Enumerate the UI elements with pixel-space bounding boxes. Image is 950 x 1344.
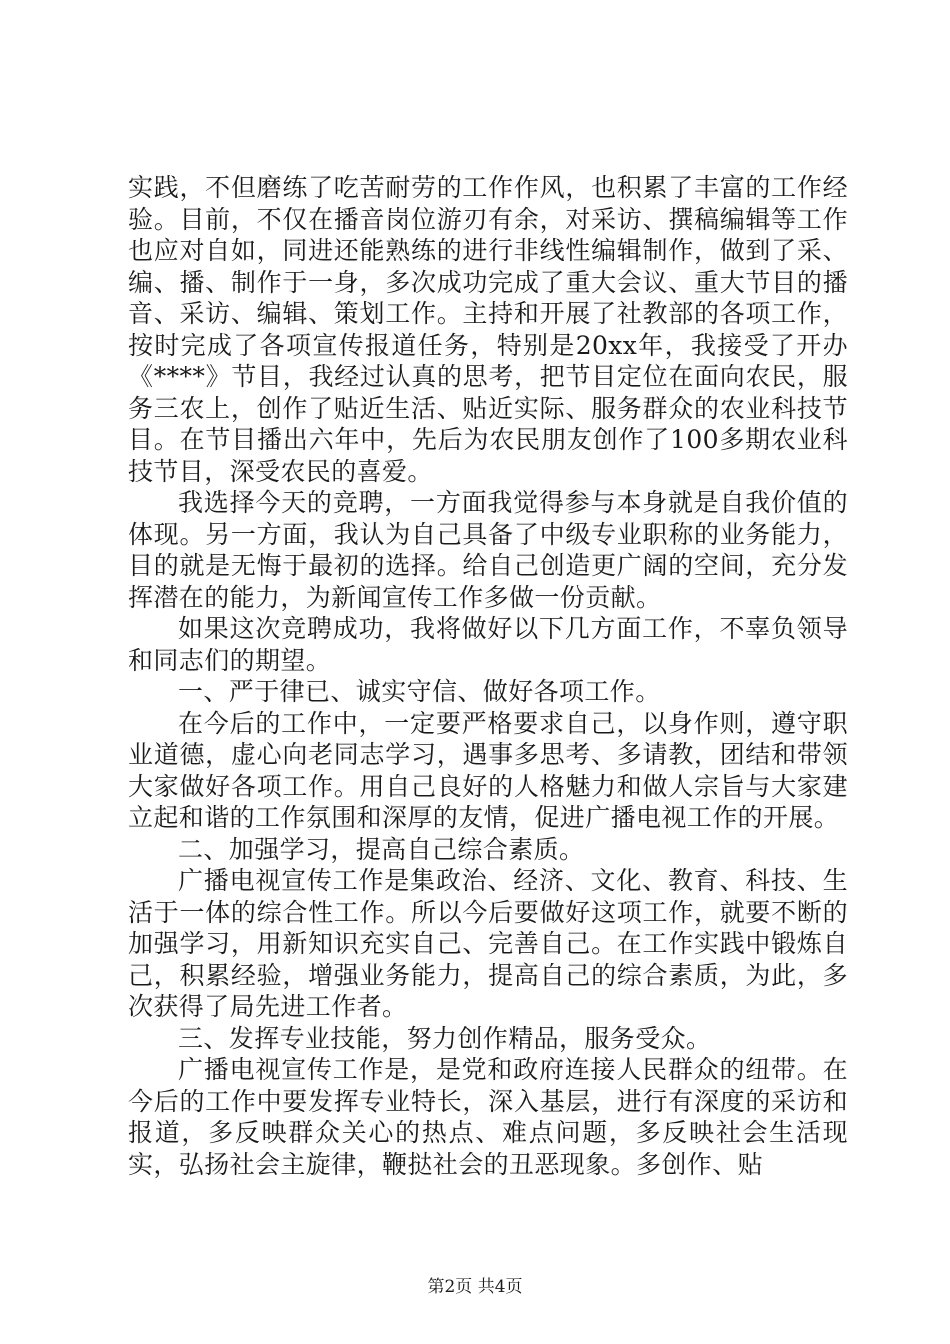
- paragraph-point-two: 广播电视宣传工作是集政治、经济、文化、教育、科技、生活于一体的综合性工作。所以今后要做好这项工作，就要不断的加强学习，用新知识充实自己、完善自己。在工作实践中锻炼自己，积累经验，增强业务能力，提高自己的综合素质，为此，多次获得了局先进工作者。: [128, 866, 848, 1021]
- heading-point-one: 一、严于律已、诚实守信、做好各项工作。: [178, 677, 661, 706]
- paragraph-point-one: 在今后的工作中，一定要严格要求自己，以身作则，遵守职业道德，虚心向老同志学习，遇事多思考、多请教，团结和带领大家做好各项工作。用自己良好的人格魅力和做人宗旨与大家建立起和谐的工作氛围和深厚的友情，促进广播电视工作的开展。: [128, 708, 848, 832]
- paragraph-experience: 实践，不但磨练了吃苦耐劳的工作作风，也积累了丰富的工作经验。目前，不仅在播音岗位游刃有余，对采访、撰稿编辑等工作也应对自如，同进还能熟练的进行非线性编辑制作，做到了采、编、播、制作于一身，多次成功完成了重大会议、重大节目的播音、采访、编辑、策划工作。主持和开展了社教部的各项工作，按时完成了各项宣传报道任务，特别是20xx年，我接受了开办《****》节目，我经过认真的思考，把节目定位在面向农民，服务三农上，创作了贴近生活、贴近实际、服务群众的农业科技节目。在节目播出六年中，先后为农民朋友创作了100多期农业科技节目，深受农民的喜爱。: [128, 173, 848, 486]
- heading-point-two: 二、加强学习，提高自己综合素质。: [178, 834, 585, 864]
- paragraph-commitment: 如果这次竞聘成功，我将做好以下几方面工作，不辜负领导和同志们的期望。: [128, 614, 848, 675]
- paragraph-point-three: 广播电视宣传工作是，是党和政府连接人民群众的纽带。在今后的工作中要发挥专业特长，深入基层，进行有深度的采访和报道，多反映群众关心的热点、难点问题，多反映社会生活现实，弘扬社会主旋律，鞭挞社会的丑恶现象。多创作、贴: [128, 1055, 848, 1179]
- page-number-footer: 第2页 共4页: [427, 1277, 523, 1297]
- paragraph-motivation: 我选择今天的竞聘，一方面我觉得参与本身就是自我价值的体现。另一方面，我认为自己具备了中级专业职称的业务能力，目的就是无悔于最初的选择。给自己创造更广阔的空间，充分发挥潜在的能力，为新闻宣传工作多做一份贡献。: [128, 488, 848, 612]
- heading-point-three: 三、发挥专业技能，努力创作精品，服务受众。: [178, 1023, 712, 1053]
- document-body: [128, 172, 848, 1180]
